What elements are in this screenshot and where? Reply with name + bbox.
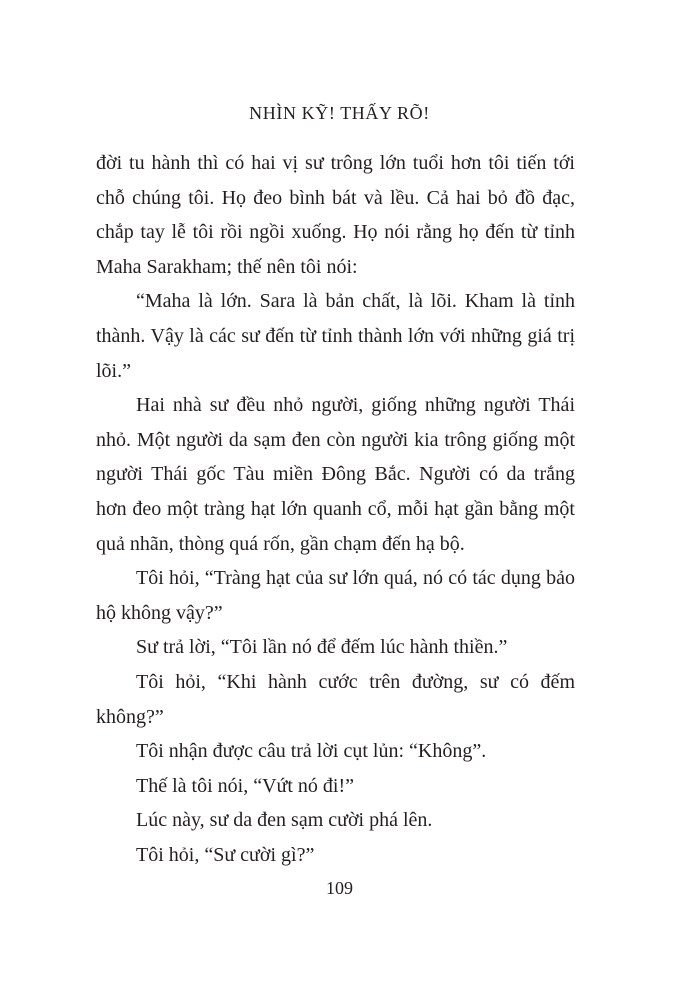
paragraph: Thế là tôi nói, “Vứt nó đi!”	[136, 774, 355, 797]
paragraph: “Maha là lớn. Sara là bản chất, là lõi. Kham là tỉnh thành. Vậy là các sư đến từ tỉnh thành lớn với những giá trị lõi.”	[96, 290, 575, 382]
paragraph: Hai nhà sư đều nhỏ người, giống những người Thái nhỏ. Một người da sạm đen còn người kia trông giống một người Thái gốc Tàu miền Đông Bắc. Người có da trắng hơn đeo một tràng hạt lớn quanh cổ, mỗi hạt gần bằng một quả nhãn, thòng quá rốn, gần chạm đến hạ bộ.	[96, 394, 575, 555]
paragraph-continued: đời tu hành thì có hai vị sư trông lớn tuổi hơn tôi tiến tới chỗ chúng tôi. Họ đeo bình bát và lều. Cả hai bỏ đồ đạc, chắp tay lễ tôi rồi ngồi xuống. Họ nói rằng họ đến từ tỉnh Maha Sarakham; thế nên tôi nói:	[96, 152, 575, 278]
page-number: 109	[326, 878, 353, 898]
paragraph: Tôi hỏi, “Sư cười gì?”	[136, 843, 315, 866]
paragraph: Lúc này, sư da đen sạm cười phá lên.	[136, 809, 433, 832]
paragraph: Sư trả lời, “Tôi lần nó để đếm lúc hành thiền.”	[136, 636, 508, 659]
paragraph: Tôi nhận được câu trả lời cụt lủn: “Không”.	[136, 740, 487, 763]
body-text	[96, 146, 575, 872]
paragraph: Tôi hỏi, “Khi hành cước trên đường, sư có đếm không?”	[96, 670, 575, 728]
running-head: NHÌN KỸ! THẤY RÕ!	[249, 103, 430, 123]
paragraph: Tôi hỏi, “Tràng hạt của sư lớn quá, nó có tác dụng bảo hộ không vậy?”	[96, 567, 575, 624]
